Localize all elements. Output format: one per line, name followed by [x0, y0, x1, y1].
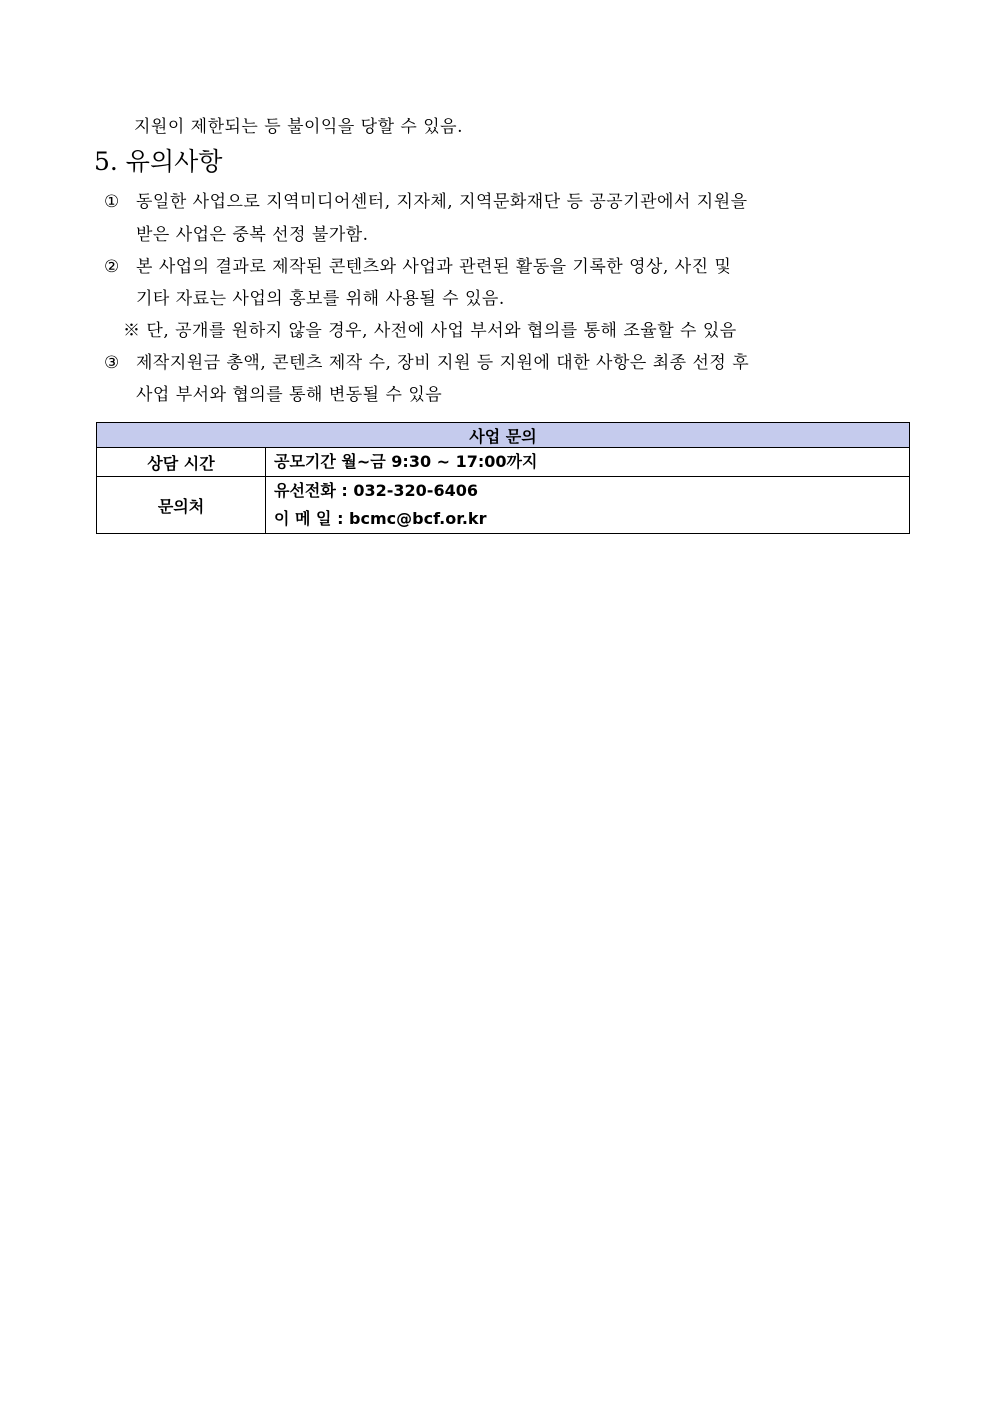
- table-row: [97, 477, 910, 534]
- intro-line: 지원이 제한되는 등 불이익을 당할 수 있음.: [134, 117, 464, 137]
- item-text-continuation: 사업 부서와 협의를 통해 변동될 수 있음: [136, 385, 443, 405]
- item-marker: ③: [104, 353, 120, 373]
- contact-label: 문의처: [97, 477, 266, 534]
- item-text: 동일한 사업으로 지역미디어센터, 지자체, 지역문화재단 등 공공기관에서 지원을: [136, 192, 748, 212]
- table-header-row: [97, 423, 910, 448]
- item-text-continuation: 받은 사업은 중복 선정 불가함.: [136, 225, 369, 245]
- contact-value: [266, 477, 910, 534]
- consult-hours-label: 상담 시간: [97, 448, 266, 477]
- item-text: 제작지원금 총액, 콘텐츠 제작 수, 장비 지원 등 지원에 대한 사항은 최종 선정 후: [136, 353, 750, 373]
- item-marker: ①: [104, 192, 120, 212]
- email-text: 이 메 일 : bcmc@bcf.or.kr: [274, 509, 487, 528]
- contact-table: [96, 422, 910, 534]
- section-heading: 5. 유의사항: [94, 147, 223, 176]
- item-text: 본 사업의 결과로 제작된 콘텐츠와 사업과 관련된 활동을 기록한 영상, 사진 및: [136, 257, 732, 277]
- note-text: ※ 단, 공개를 원하지 않을 경우, 사전에 사업 부서와 협의를 통해 조율할 수 있음: [123, 321, 737, 341]
- consult-hours-value: [266, 448, 910, 477]
- phone-text: 유선전화 : 032-320-6406: [274, 481, 478, 500]
- list-item: [104, 191, 748, 213]
- list-item: [104, 256, 731, 278]
- item-marker: ②: [104, 257, 120, 277]
- consult-hours-text: 공모기간 월~금 9:30 ~ 17:00까지: [274, 452, 538, 471]
- item-text-continuation: 기타 자료는 사업의 홍보를 위해 사용될 수 있음.: [136, 289, 505, 309]
- list-item: [104, 352, 749, 374]
- table-title: 사업 문의: [97, 423, 910, 448]
- table-row: [97, 448, 910, 477]
